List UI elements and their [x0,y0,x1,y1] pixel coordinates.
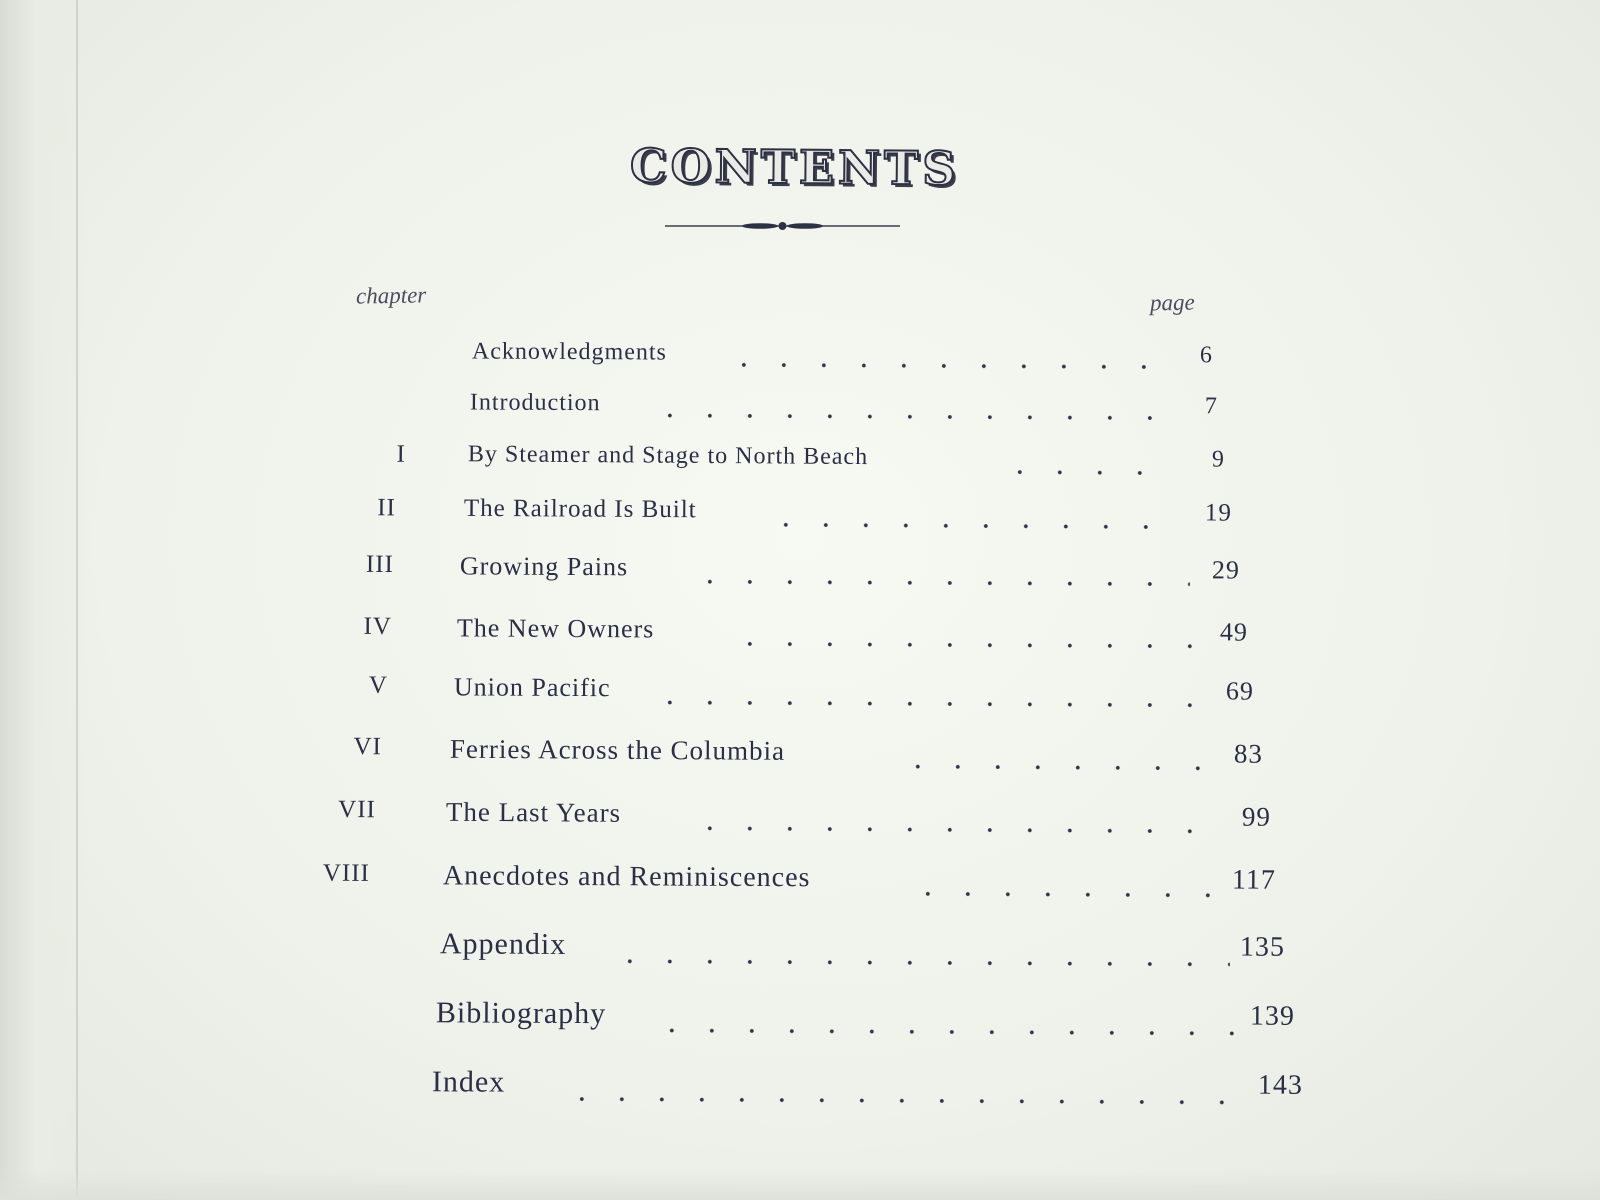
page-number: 135 [1239,931,1285,963]
chapter-title: Index [431,1065,506,1099]
page-number: 117 [1231,864,1276,896]
dot-leader [562,1096,1252,1106]
page-number: 19 [1204,499,1232,527]
chapter-title: The Last Years [445,796,622,828]
page-column-label: page [1149,289,1195,316]
dot-leader [1000,469,1170,476]
chapter-number: II [377,494,396,522]
chapter-title: The New Owners [456,613,655,644]
chapter-title: Anecdotes and Reminiscences [442,860,811,894]
chapter-title: Union Pacific [453,672,611,703]
dot-leader [652,1027,1242,1036]
dot-leader [766,522,1176,531]
chapter-title: Introduction [469,389,601,417]
page-title: CONTENTS [629,138,960,196]
page-number: 83 [1233,738,1263,769]
dot-leader [908,891,1218,899]
chapter-column-label: chapter [355,282,427,309]
page-number: 7 [1204,393,1218,420]
chapter-number: VIII [322,859,370,887]
page-bottom-shadow [0,1170,1600,1200]
chapter-number: I [396,440,406,468]
dot-leader [898,763,1208,771]
page-number: 139 [1249,1000,1295,1032]
chapter-title: The Railroad Is Built [463,494,697,524]
dot-leader [690,825,1220,834]
chapter-number: VII [338,796,376,824]
page-number: 69 [1225,676,1254,706]
dot-leader [650,699,1210,708]
chapter-number: VI [353,733,382,761]
dot-leader [724,362,1164,370]
chapter-number: IV [363,612,392,641]
chapter-title: Ferries Across the Columbia [449,733,786,766]
page-number: 29 [1211,555,1240,585]
dot-leader [730,641,1200,649]
page-number: 6 [1199,342,1213,369]
chapter-title: Growing Pains [459,551,629,582]
page-number: 143 [1257,1069,1303,1101]
chapter-title: Acknowledgments [471,338,667,366]
dot-leader [690,579,1190,588]
chapter-title: Bibliography [435,996,607,1031]
dot-leader [650,412,1170,421]
chapter-title: Appendix [439,927,567,961]
page-edge [76,0,78,1200]
page-number: 99 [1241,801,1271,832]
page-number: 49 [1219,617,1248,647]
chapter-title: By Steamer and Stage to North Beach [467,441,869,471]
page-number: 9 [1211,446,1225,473]
chapter-number: III [365,550,394,579]
dot-leader [610,958,1230,967]
chapter-number: V [368,671,388,700]
ornament-divider [665,220,900,232]
